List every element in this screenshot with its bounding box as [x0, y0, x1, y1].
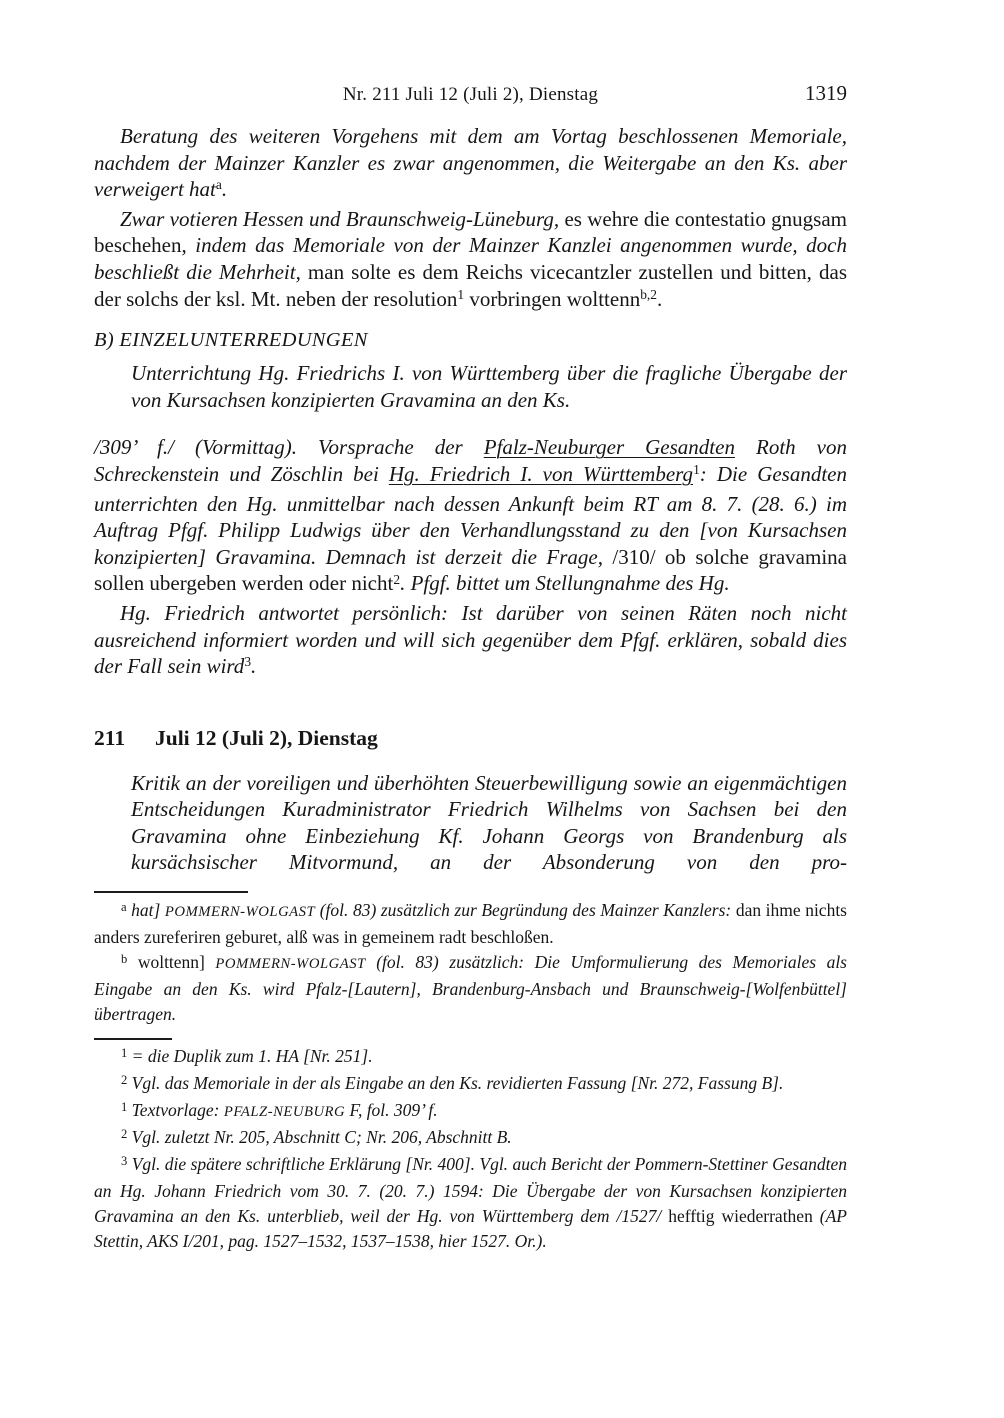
source-sigle: PFALZ-NEUBURG — [223, 1104, 346, 1121]
text-run: Vgl. zuletzt Nr. 205, Abschnitt C; Nr. 206, Abschnitt B. — [127, 1127, 512, 1148]
running-header — [94, 81, 847, 110]
footnote-separator-rule — [94, 1038, 172, 1040]
apparatus-separator-rule — [94, 891, 248, 893]
text-run: (fol. 83) zusätzlich: Die Umformulierung des Memoriales als Eingabe an den Ks. wird Pfalz-[Lautern], Brandenburg-Ansbach und Braunschweig-[Wolfenbüttel] übertragen. — [94, 952, 847, 1025]
section-heading-b: B) EINZELUNTERREDUNGEN — [94, 329, 368, 352]
text-run: Zwar votieren Hessen und Braunschweig-Lüneburg, — [120, 206, 560, 231]
entry-heading-211 — [94, 726, 847, 751]
apparatus-letter-a: a — [121, 900, 127, 915]
footnote-marker-2: 2 — [393, 571, 401, 587]
footnote-1b — [94, 1098, 847, 1125]
underlined-name-friedrich-wuerttemberg: Hg. Friedrich I. von Württemberg — [388, 461, 694, 486]
apparatus-note-b — [94, 950, 847, 1027]
paragraph-antwort — [94, 600, 847, 683]
underlined-name-pfalz-neuburg: Pfalz-Neuburger Gesandten — [483, 435, 735, 460]
text-run: es wehre die contestatio gnugsam beschehen, — [94, 206, 847, 258]
footnote-marker-a: a — [215, 177, 222, 193]
running-title: Nr. 211 Juli 12 (Juli 2), Dienstag — [342, 84, 599, 105]
text-run: Roth von Schreckenstein und Zöschlin bei — [94, 435, 847, 486]
source-sigle: POMMERN-WOLGAST — [164, 904, 316, 921]
paragraph-beratung — [94, 123, 847, 206]
footnote-1 — [94, 1044, 847, 1071]
text-run: Vgl. die spätere schriftliche Erklärung [Nr. 400]. Vgl. auch Bericht der Pommern-Stettiner Gesandten an Hg. Johann Friedrich vom 30. 7. (20. 7.) 1594: Die Übergabe der von Kursachsen konzipierten Gravamina an den Ks. unterblieb, weil der Hg. von Württemberg dem /1527/ — [94, 1154, 847, 1227]
footnote-marker-1: 1 — [693, 462, 700, 478]
footnote-marker-3: 3 — [244, 654, 252, 670]
page-number: 1319 — [805, 81, 847, 105]
text-run: (fol. 83) zusätzlich zur Begründung des Mainzer Kanzlers: — [315, 900, 732, 921]
apparatus-letter-b: b — [121, 952, 128, 967]
text-run: . Pfgf. bittet um Stellungnahme des Hg. — [400, 571, 730, 596]
text-run: . — [657, 286, 663, 311]
text-run: Hg. Friedrich antwortet persönlich: Ist darüber von seinen Räten noch nicht ausreichend informiert worden und will sich gegenüber dem Pfgf. erklären, sobald dies der Fall sein wird — [94, 600, 847, 679]
footnote-number: 2 — [121, 1127, 128, 1142]
summary-kritik: Kritik an der voreiligen und überhöhten Steuerbewilligung sowie an eigenmächtigen Entscheidungen Kuradministrator Friedrich Wilhelms von Sachsen bei den Gravamina ohne Einbeziehung Kf. Johann Georgs von Brandenburg als kursächsischer Mitvormund, an der Absonderung von den pro- — [131, 770, 847, 875]
summary-unterrichtung: Unterrichtung Hg. Friedrichs I. von Württemberg über die fragliche Übergabe der von Kursachsen konzipierten Gravamina an den Ks. — [131, 361, 847, 412]
entry-number: 211 — [94, 725, 126, 750]
footnote-2 — [94, 1071, 847, 1098]
text-run: . — [221, 177, 228, 202]
text-run: : Die Gesandten unterrichten den Hg. unmittelbar nach dessen Ankunft beim RT am 8. 7. (28. 6.) im Auftrag Pfgf. Philipp Ludwigs über den Verhandlungsstand zu den [von Kursachsen konzipierten] Gravamina. Demnach ist derzeit die Frage, — [94, 461, 848, 569]
archive-citation: (AP Stettin, AKS I/201, pag. 1527–1532, 1537–1538, hier 1527. Or.). — [94, 1206, 847, 1252]
text-run: vorbringen wolttenn — [464, 286, 641, 311]
footnote-number: 2 — [121, 1073, 128, 1088]
folio-mark-text: /309’ f./ (Vormittag). Vorsprache der — [94, 435, 484, 460]
quoted-source-text: dan ihme nichts anders zureferiren geburet, alß was in gemeinem radt beschloßen. — [94, 900, 847, 948]
lemma-text: hat] — [126, 900, 165, 921]
footnote-marker-b2: b,2 — [640, 286, 657, 302]
text-run: man solte es dem Reichs vicecantzler zustellen und bitten, das der solchs der ksl. Mt. neben der resolution — [94, 259, 848, 311]
text-run: indem das Memoriale von der Mainzer Kanzlei angenommen wurde, doch beschließt die Mehrheit, — [94, 233, 847, 284]
footnote-number: 1 — [121, 1100, 128, 1115]
footnote-number: 3 — [121, 1154, 128, 1169]
quoted-source-text: hefftig wiederrathen — [668, 1206, 820, 1227]
footnote-3 — [94, 1152, 847, 1254]
text-run: Vgl. das Memoriale in der als Eingabe an den Ks. revidierten Fassung [Nr. 272, Fassung B]. — [127, 1073, 784, 1094]
text-run: = die Duplik zum 1. HA [Nr. 251]. — [127, 1046, 373, 1067]
text-run: F, fol. 309’ f. — [345, 1100, 438, 1121]
text-run: . — [251, 654, 257, 679]
paragraph-vorsprache — [94, 434, 847, 600]
lemma-text: wolttenn] — [127, 952, 216, 973]
source-sigle: POMMERN-WOLGAST — [215, 956, 366, 973]
footnote-marker-1: 1 — [457, 286, 465, 302]
footnote-number: 1 — [121, 1046, 128, 1061]
footnote-2b — [94, 1125, 847, 1152]
quoted-source-text: /310/ ob solche gravamina sollen ubergeben werden oder nicht — [94, 544, 847, 596]
text-run: Beratung des weiteren Vorgehens mit dem am Vortag beschlossenen Memoriale, nachdem der Mainzer Kanzler es zwar angenommen, die Weitergabe an den Ks. aber verweigert hat — [94, 124, 847, 202]
entry-title: Juli 12 (Juli 2), Dienstag — [155, 725, 378, 750]
apparatus-note-a — [94, 898, 847, 950]
text-run: Textvorlage: — [127, 1100, 224, 1121]
paragraph-votum — [94, 206, 847, 315]
text-block — [94, 81, 848, 1254]
